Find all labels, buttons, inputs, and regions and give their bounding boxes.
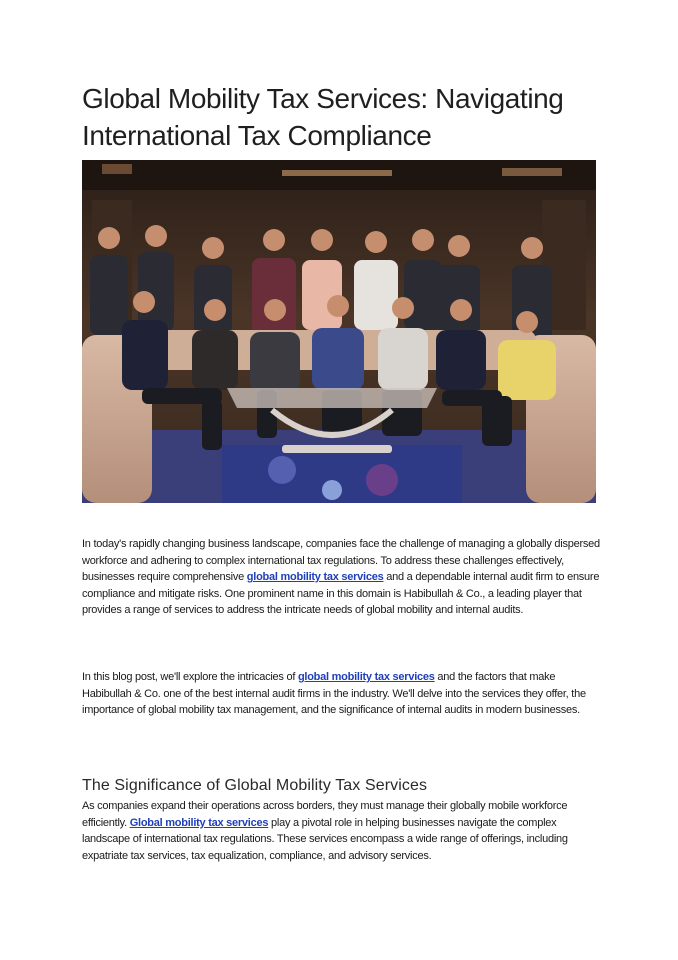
global-mobility-link[interactable]: global mobility tax services: [297, 671, 435, 683]
group-photo: [82, 160, 596, 503]
paragraph-blog-overview: [82, 669, 602, 719]
paragraph-text: play a pivotal role in helping businesses navigate the complex landscape of international tax regulations. These services encompass a wide range of offerings, including expatriate tax services, tax equalization, compliance, and advisory services.: [82, 816, 568, 862]
paragraph-significance: [82, 798, 602, 864]
paragraph-text: and the factors that make Habibullah & Co. one of the best internal audit firms in the industry. We'll delve into the services they offer, the importance of global mobility tax management, and the significance of internal audits in modern businesses.: [82, 671, 586, 717]
paragraph-text: In this blog post, we'll explore the intricacies of: [82, 671, 298, 683]
global-mobility-link[interactable]: Global mobility tax services: [129, 816, 269, 829]
section-heading: The Significance of Global Mobility Tax Services: [82, 777, 428, 794]
paragraph-text: and a dependable internal audit firm to ensure compliance and mitigate risks. One prominent name in this domain is Habibullah & Co., a leading player that provides a range of services to address the intricate needs of global mobility and internal audits.: [82, 571, 600, 617]
global-mobility-link[interactable]: global mobility tax services: [246, 571, 384, 584]
paragraph-intro: [82, 536, 602, 619]
paragraph-text: In today's rapidly changing business landscape, companies face the challenge of managing a globally dispersed workforce and adhering to complex international tax regulations. To address these challenges effectively, businesses require comprehensive: [82, 538, 600, 584]
article-title: Global Mobility Tax Services: Navigating International Tax Compliance: [82, 83, 564, 151]
paragraph-text: As companies expand their operations across borders, they must manage their globally mobile workforce efficiently.: [82, 800, 568, 829]
